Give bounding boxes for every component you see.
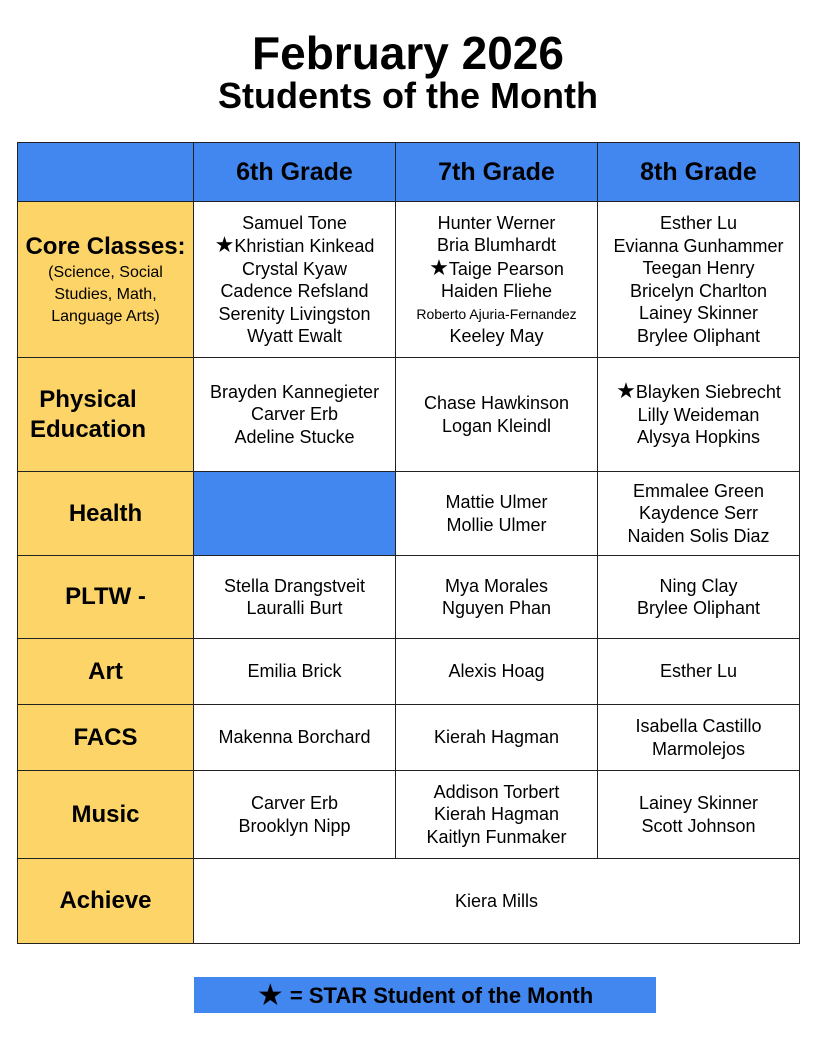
- student-name: Wyatt Ewalt: [247, 326, 342, 346]
- grade-6-empty-cell: [194, 472, 396, 556]
- student-name: Brylee Oliphant: [636, 325, 761, 346]
- student-name: Keeley May: [449, 326, 544, 346]
- star-legend: [194, 977, 656, 1013]
- student-name: Kaydence Serr: [638, 503, 759, 524]
- student-name: Lainey Skinner: [638, 303, 759, 323]
- student-name: Mollie Ulmer: [446, 514, 547, 535]
- grade-8-names: [598, 202, 800, 358]
- student-name: Esther Lu: [659, 661, 738, 682]
- student-name: Kierah Hagman: [433, 804, 560, 825]
- subject-label: Achieve: [59, 887, 152, 914]
- subject-cell: [18, 202, 194, 358]
- student-name: Kaitlyn Funmaker: [426, 826, 567, 847]
- student-name: Brylee Oliphant: [636, 598, 761, 618]
- table-row: [18, 771, 800, 859]
- student-name: Khristian Kinkead: [234, 236, 375, 256]
- grade-7-header: 7th Grade: [396, 143, 598, 202]
- grade-7-names: [396, 358, 598, 472]
- grade-8-names: [598, 358, 800, 472]
- page-subtitle: Students of the Month: [218, 75, 598, 116]
- grade-8-names: [598, 556, 800, 639]
- student-name: Marmolejos: [651, 738, 746, 759]
- student-name: Serenity Livingston: [218, 303, 371, 324]
- student-name: Chase Hawkinson: [423, 393, 570, 413]
- subject-cell: [18, 771, 194, 859]
- subject-cell: [18, 639, 194, 705]
- legend-text: = STAR Student of the Month: [289, 983, 594, 1008]
- grade-8-names: [598, 705, 800, 771]
- star-student-entry: [598, 380, 799, 404]
- student-name: Crystal Kyaw: [241, 258, 348, 279]
- star-icon: ★: [429, 254, 449, 280]
- subject-label: Health: [68, 499, 143, 527]
- grade-7-names: [396, 472, 598, 556]
- student-name: Teegan Henry: [642, 258, 755, 278]
- all-grades-names: [194, 859, 800, 944]
- student-name: Bricelyn Charlton: [629, 280, 768, 301]
- grade-7-names: [396, 639, 598, 705]
- student-name: Adeline Stucke: [234, 426, 355, 447]
- grade-6-names: [194, 639, 396, 705]
- grade-6-names: [194, 771, 396, 859]
- student-name: Evianna Gunhammer: [613, 235, 784, 256]
- grade-7-names: [396, 705, 598, 771]
- star-icon: ★: [214, 232, 235, 257]
- student-name: Hunter Werner: [437, 212, 556, 233]
- table-row: [18, 202, 800, 358]
- subject-cell: [18, 705, 194, 771]
- table-row: [18, 859, 800, 944]
- students-table: [17, 142, 800, 944]
- student-name: Mattie Ulmer: [445, 492, 548, 512]
- student-name: Kiera Mills: [454, 890, 538, 911]
- grade-6-names: [194, 556, 396, 639]
- grade-7-names: [396, 556, 598, 639]
- student-name: Taige Pearson: [448, 258, 564, 279]
- subject-cell: [18, 859, 194, 944]
- student-name: Brooklyn Nipp: [238, 815, 351, 836]
- grade-8-names: [598, 771, 800, 859]
- student-name: Esther Lu: [659, 213, 738, 233]
- student-name: Makenna Borchard: [218, 727, 371, 748]
- student-name: Nguyen Phan: [441, 598, 552, 618]
- student-name: Blayken Siebrecht: [635, 382, 781, 403]
- student-name: Emilia Brick: [247, 661, 342, 682]
- star-student-entry: [396, 254, 597, 281]
- grade-6-names: [194, 202, 396, 358]
- table-row: [18, 639, 800, 705]
- student-name: Alexis Hoag: [448, 661, 545, 682]
- student-name: Ning Clay: [659, 575, 738, 596]
- subject-cell: [18, 358, 194, 472]
- table-row: [18, 705, 800, 771]
- student-name: Alysya Hopkins: [636, 427, 761, 448]
- student-name: Lauralli Burt: [246, 598, 343, 618]
- student-name: Carver Erb: [250, 793, 339, 813]
- student-name: Emmalee Green: [632, 480, 765, 501]
- subject-cell: [18, 472, 194, 556]
- student-name: Logan Kleindl: [441, 415, 552, 436]
- student-name: Kierah Hagman: [433, 727, 560, 748]
- student-name: Lilly Weideman: [637, 404, 760, 425]
- grade-6-names: [194, 705, 396, 771]
- subject-label: Art: [88, 657, 123, 685]
- student-name: Brayden Kannegieter: [209, 381, 380, 402]
- grade-6-names: [194, 358, 396, 472]
- subject-label: Core Classes:: [25, 232, 186, 260]
- student-name: Mya Morales: [444, 575, 549, 596]
- header-corner-cell: [18, 143, 194, 202]
- table-row: [18, 556, 800, 639]
- student-name: Cadence Refsland: [220, 281, 369, 301]
- grade-8-header: 8th Grade: [598, 143, 800, 202]
- grade-6-header: 6th Grade: [194, 143, 396, 202]
- star-icon: ★: [256, 979, 284, 1012]
- subject-label: Physical Education: [29, 385, 146, 443]
- star-student-entry: [194, 234, 395, 258]
- star-icon: ★: [616, 378, 636, 404]
- student-name: Bria Blumhardt: [436, 235, 557, 255]
- student-name: Carver Erb: [250, 404, 339, 425]
- subject-note: (Science, Social Studies, Math, Language Arts): [48, 263, 163, 325]
- student-name: Addison Torbert: [433, 781, 560, 802]
- subject-label: PLTW -: [65, 583, 146, 610]
- table-row: [18, 472, 800, 556]
- student-name: Lainey Skinner: [638, 793, 759, 813]
- student-name: Naiden Solis Diaz: [627, 525, 770, 546]
- student-name: Stella Drangstveit: [223, 575, 366, 596]
- grade-7-names: [396, 771, 598, 859]
- subject-cell: [18, 556, 194, 639]
- student-name: Isabella Castillo: [635, 716, 762, 736]
- page-title: February 2026: [252, 27, 564, 79]
- student-name: Haiden Fliehe: [440, 281, 553, 301]
- subject-label: FACS: [73, 723, 138, 751]
- subject-label: Music: [71, 800, 140, 828]
- grade-8-names: [598, 639, 800, 705]
- grade-8-names: [598, 472, 800, 556]
- student-name: Samuel Tone: [242, 212, 347, 233]
- student-name: Scott Johnson: [641, 815, 756, 836]
- student-name: Roberto Ajuria-Fernandez: [416, 305, 577, 322]
- grade-7-names: [396, 202, 598, 358]
- table-row: [18, 358, 800, 472]
- table-header-row: [18, 143, 800, 202]
